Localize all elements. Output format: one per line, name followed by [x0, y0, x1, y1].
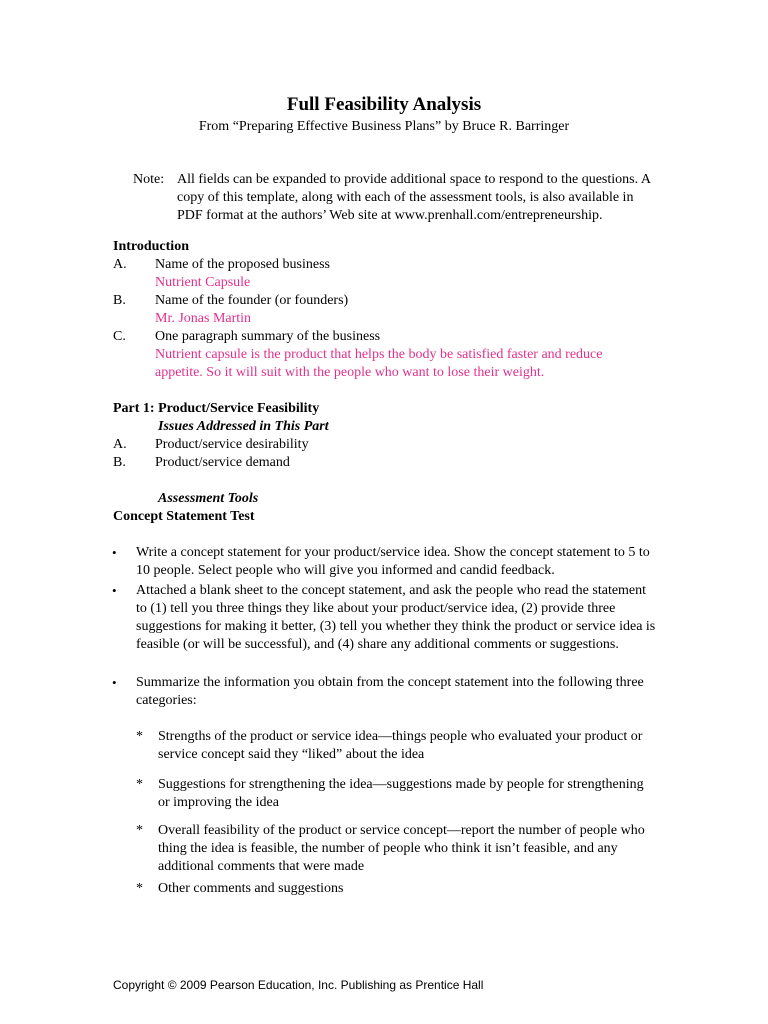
bullet-icon: • — [112, 583, 117, 598]
intro-letter-c: C. — [113, 329, 126, 344]
bullet-item-summarize: Summarize the information you obtain from the concept statement into the following three categories: — [136, 675, 644, 708]
star-icon: * — [136, 823, 143, 838]
sub-item-overall-feasibility: Overall feasibility of the product or service concept—report the number of people who thing the idea is feasible, the number of people who think it isn’t feasible, and any additional comments that were made — [158, 823, 645, 874]
sub-item-strengths: Strengths of the product or service idea—things people who evaluated your product or service concept said they “liked” about the idea — [158, 729, 643, 762]
note-text: All fields can be expanded to provide additional space to respond to the questions. A copy of this template, along with each of the assessment tools, is also available in PDF format at the authors’ Web site at www.prenhall.com/entrepreneurship. — [177, 172, 651, 223]
introduction-heading: Introduction — [113, 239, 189, 254]
issue-desirability: Product/service desirability — [155, 437, 309, 452]
intro-label-summary: One paragraph summary of the business — [155, 329, 381, 344]
note-label: Note: — [133, 172, 165, 187]
star-icon: * — [136, 777, 143, 792]
assessment-tools-heading: Assessment Tools — [158, 491, 259, 506]
star-icon: * — [136, 729, 143, 744]
intro-letter-b: B. — [113, 293, 126, 308]
intro-answer-founder[interactable]: Mr. Jonas Martin — [155, 311, 252, 326]
bullet-item-write-statement: Write a concept statement for your product/service idea. Show the concept statement to 5 to 10 people. Select people who will give you informed and candid feedback. — [136, 545, 650, 578]
document-subtitle: From “Preparing Effective Business Plans” by Bruce R. Barringer — [198, 119, 570, 134]
intro-answer-summary[interactable]: Nutrient capsule is the product that helps the body be satisfied faster and reduce appetite. So it will suit with the people who want to lose their weight. — [155, 347, 603, 380]
bullet-item-attach-sheet: Attached a blank sheet to the concept statement, and ask the people who read the statement to (1) tell you three things they like about your product/service idea, (2) provide three suggestions for making it better, (3) tell you whether they think the product or service idea is feasible (or will be successful), and (4) share any additional comments or suggestions. — [136, 583, 656, 652]
star-icon: * — [136, 881, 143, 896]
sub-item-suggestions: Suggestions for strengthening the idea—suggestions made by people for strengthening or improving the idea — [158, 777, 644, 810]
document-title: Full Feasibility Analysis — [286, 94, 482, 115]
concept-statement-test-heading: Concept Statement Test — [113, 509, 255, 524]
bullet-icon: • — [112, 675, 117, 690]
intro-answer-business-name[interactable]: Nutrient Capsule — [155, 275, 251, 290]
part1-heading: Part 1: Product/Service Feasibility — [113, 401, 320, 416]
issue-letter-a: A. — [113, 437, 127, 452]
intro-label-founder: Name of the founder (or founders) — [155, 293, 349, 308]
sub-item-other-comments: Other comments and suggestions — [158, 881, 344, 896]
intro-label-business-name: Name of the proposed business — [155, 257, 330, 272]
issue-demand: Product/service demand — [155, 455, 290, 470]
copyright-footer: Copyright © 2009 Pearson Education, Inc. Publishing as Prentice Hall — [113, 978, 484, 992]
intro-letter-a: A. — [113, 257, 127, 272]
issues-heading: Issues Addressed in This Part — [158, 419, 329, 434]
issue-letter-b: B. — [113, 455, 126, 470]
bullet-icon: • — [112, 545, 117, 560]
